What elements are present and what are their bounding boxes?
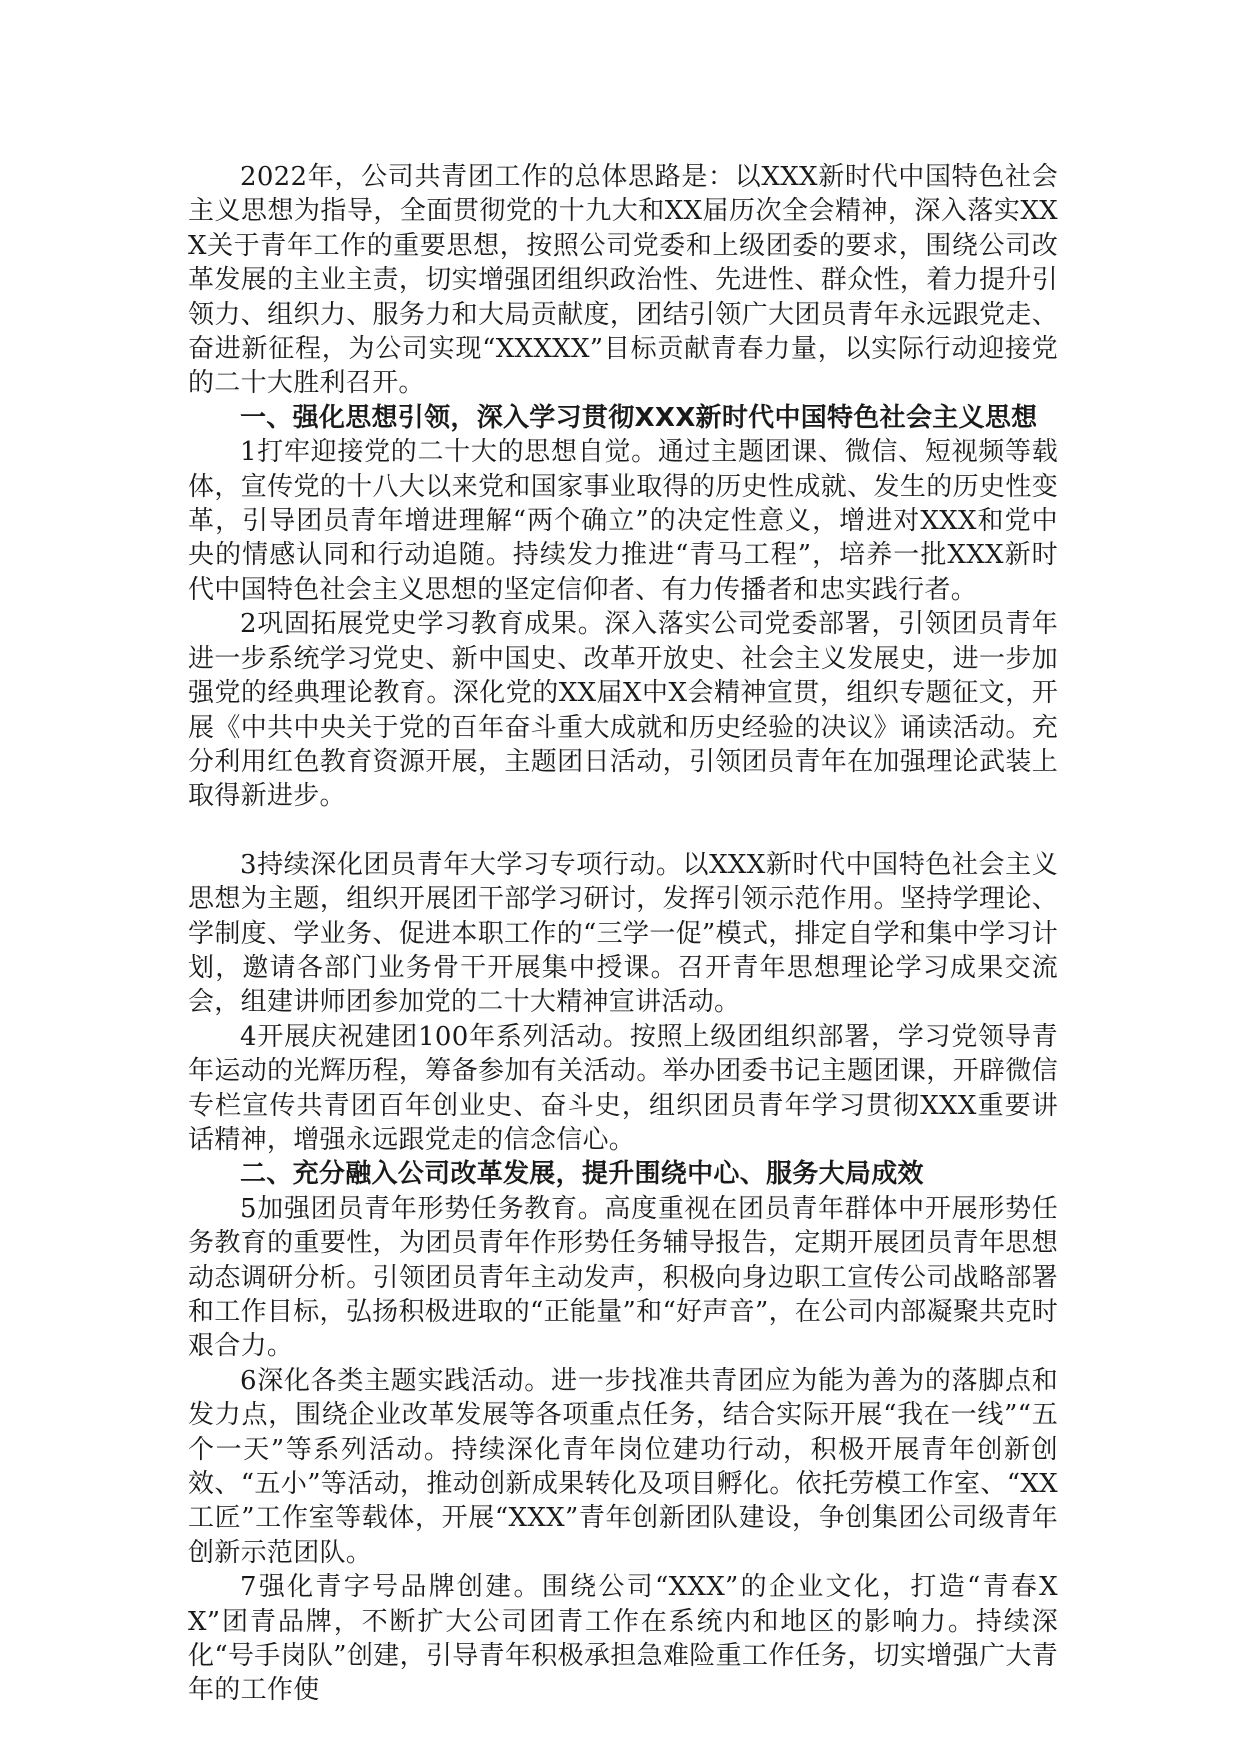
paragraph-4: 4开展庆祝建团100年系列活动。按照上级团组织部署，学习党领导青年运动的光辉历程，筹备参加有关活动。举办团委书记主题团课，开辟微信专栏宣传共青团百年创业史、奋斗史，组织团员青年学习贯彻XXX重要讲话精神，增强永远跟党走的信念信心。	[188, 1021, 1058, 1155]
paragraph-1: 1打牢迎接党的二十大的思想自觉。通过主题团课、微信、短视频等载体，宣传党的十八大以来党和国家事业取得的历史性成就、发生的历史性变革，引导团员青年增进理解“两个确立”的决定性意义，增进对XXX和党中央的情感认同和行动追随。持续发力推进“青马工程”，培养一批XXX新时代中国特色社会主义思想的坚定信仰者、有力传播者和忠实践行者。	[188, 437, 1058, 605]
paragraph-6: 6深化各类主题实践活动。进一步找准共青团应为能为善为的落脚点和发力点，围绕企业改革发展等各项重点任务，结合实际开展“我在一线”“五个一天”等系列活动。持续深化青年岗位建功行动，积极开展青年创新创效、“五小”等活动，推动创新成果转化及项目孵化。依托劳模工作室、“XX工匠”工作室等载体，开展“XXX”青年创新团队建设，争创集团公司级青年创新示范团队。	[188, 1365, 1058, 1568]
paragraph-3: 3持续深化团员青年大学习专项行动。以XXX新时代中国特色社会主义思想为主题，组织开展团干部学习研讨，发挥引领示范作用。坚持学理论、学制度、学业务、促进本职工作的“三学一促”模式，排定自学和集中学习计划，邀请各部门业务骨干开展集中授课。召开青年思想理论学习成果交流会，组建讲师团参加党的二十大精神宣讲活动。	[188, 849, 1058, 1018]
intro-paragraph: 2022年，公司共青团工作的总体思路是：以XXX新时代中国特色社会主义思想为指导，全面贯彻党的十九大和XX届历次全会精神，深入落实XXX关于青年工作的重要思想，按照公司党委和上级团委的要求，围绕公司改革发展的主业主责，切实增强团组织政治性、先进性、群众性，着力提升引领力、组织力、服务力和大局贡献度，团结引领广大团员青年永远跟党走、奋进新征程，为公司实现“XXXXX”目标贡献青春力量，以实际行动迎接党的二十大胜利召开。	[188, 162, 1058, 399]
section-2-heading: 二、充分融入公司改革发展，提升围绕中心、服务大局成效	[240, 1159, 924, 1190]
paragraph-7: 7强化青字号品牌创建。围绕公司“XXX”的企业文化，打造“青春XX”团青品牌，不断扩大公司团青工作在系统内和地区的影响力。持续深化“号手岗队”创建，引导青年积极承担急难险重工作任务，切实增强广大青年的工作使	[188, 1572, 1058, 1706]
document-page	[188, 160, 1058, 1708]
paragraph-2: 2巩固拓展党史学习教育成果。深入落实公司党委部署，引领团员青年进一步系统学习党史、新中国史、改革开放史、社会主义发展史，进一步加强党的经典理论教育。深化党的XX届X中X会精神宣贯，组织专题征文，开展《中共中央关于党的百年奋斗重大成就和历史经验的决议》诵读活动。充分利用红色教育资源开展，主题团日活动，引领团员青年在加强理论武装上取得新进步。	[188, 609, 1058, 812]
section-1-heading: 一、强化思想引领，深入学习贯彻XXX新时代中国特色社会主义思想	[240, 402, 1038, 433]
blank-line	[188, 814, 1058, 848]
paragraph-5: 5加强团员青年形势任务教育。高度重视在团员青年群体中开展形势任务教育的重要性，为团员青年作形势任务辅导报告，定期开展团员青年思想动态调研分析。引领团员青年主动发声，积极向身边职工宣传公司战略部署和工作目标，弘扬积极进取的“正能量”和“好声音”，在公司内部凝聚共克时艰合力。	[188, 1193, 1058, 1362]
